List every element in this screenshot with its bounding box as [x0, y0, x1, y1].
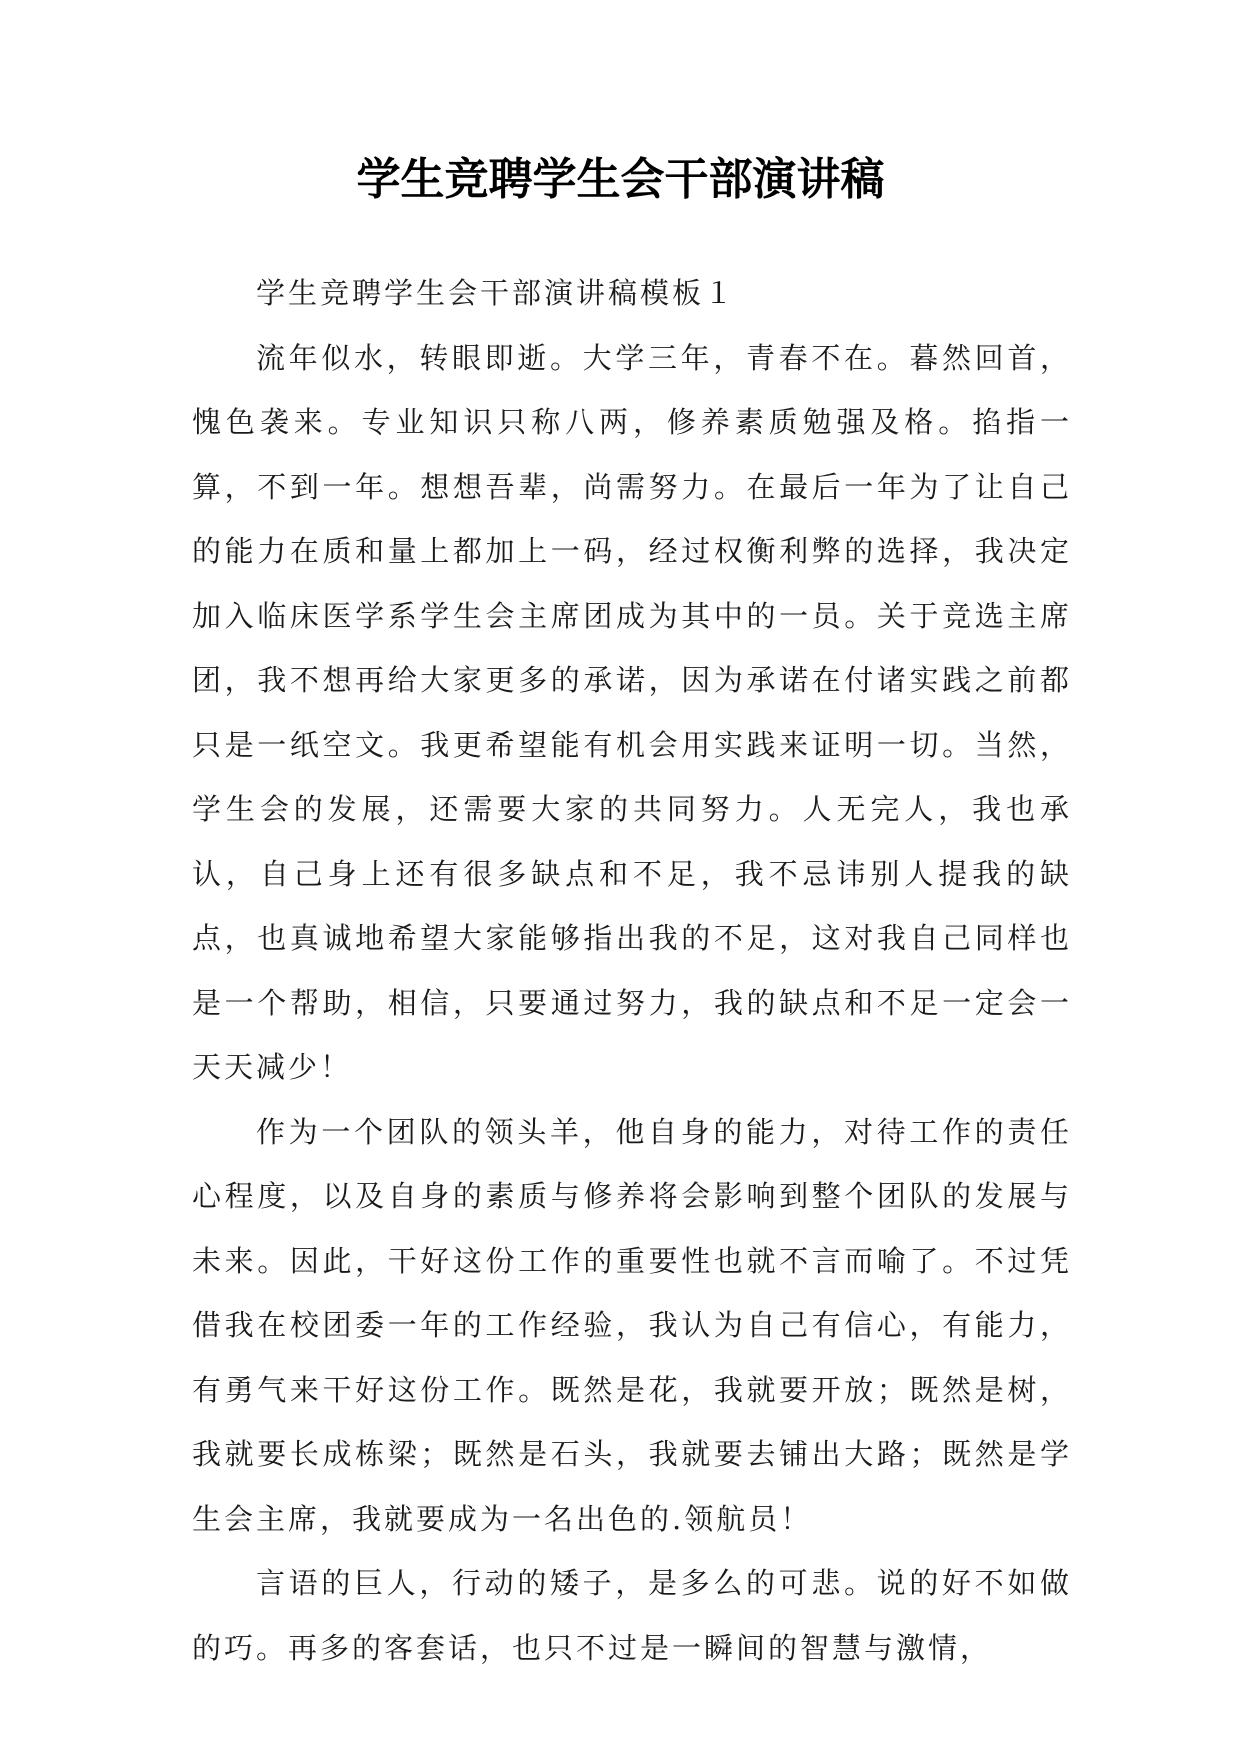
paragraph: 流年似水，转眼即逝。大学三年，青春不在。暮然回首，愧色袭来。专业知识只称八两，修养素质勉强及格。掐指一算，不到一年。想想吾辈，尚需努力。在最后一年为了让自己的能力在质和量上都加上一码，经过权衡利弊的选择，我决定加入临床医学系学生会主席团成为其中的一员。关于竞选主席团，我不想再给大家更多的承诺，因为承诺在付诸实践之前都只是一纸空文。我更希望能有机会用实践来证明一切。当然，学生会的发展，还需要大家的共同努力。人无完人，我也承认，自己身上还有很多缺点和不足，我不忌讳别人提我的缺点，也真诚地希望大家能够指出我的不足，这对我自己同样也是一个帮助，相信，只要通过努力，我的缺点和不足一定会一天天减少！ [192, 340, 1072, 1084]
document-subtitle: 学生竞聘学生会干部演讲稿模板１ [256, 276, 737, 310]
document-title: 学生竞聘学生会干部演讲稿 [356, 154, 885, 205]
document-body [192, 261, 1072, 1680]
paragraph: 言语的巨人，行动的矮子，是多么的可悲。说的好不如做的巧。再多的客套话，也只不过是一瞬间的智慧与激情， [192, 1566, 1072, 1665]
paragraph: 作为一个团队的领头羊，他自身的能力，对待工作的责任心程度，以及自身的素质与修养将会影响到整个团队的发展与未来。因此，干好这份工作的重要性也就不言而喻了。不过凭借我在校团委一年的工作经验，我认为自己有信心，有能力，有勇气来干好这份工作。既然是花，我就要开放；既然是树，我就要长成栋梁；既然是石头，我就要去铺出大路；既然是学生会主席，我就要成为一名出色的.领航员！ [192, 1114, 1072, 1536]
